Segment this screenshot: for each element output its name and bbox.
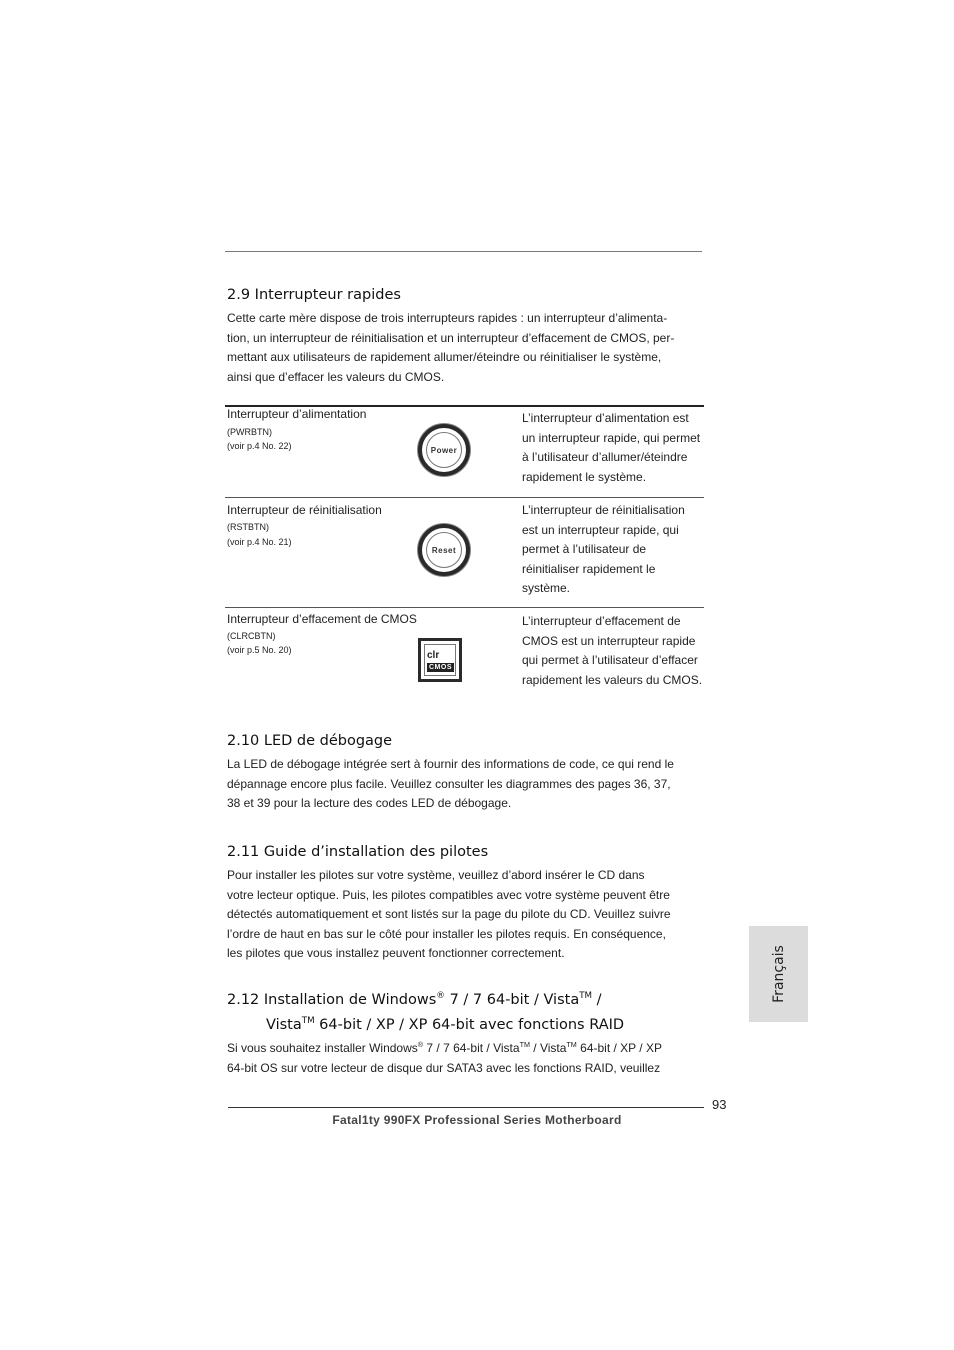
text-line: L’interrupteur d’effacement de [522, 614, 681, 628]
reset-button-icon [418, 524, 470, 576]
text-segment: Si vous souhaitez installer Windows [227, 1041, 418, 1055]
text-line: dépannage encore plus facile. Veuillez consulter les diagrammes des pages 36, 37, [227, 776, 671, 791]
reset-button-label: Reset [426, 532, 462, 568]
text-line: permet à l’utilisateur de [522, 542, 647, 556]
text-line: L’interrupteur de réinitialisation [522, 503, 685, 517]
section-heading-2-12-line1 [227, 992, 602, 1008]
section-heading-2-11: 2.11 Guide d’installation des pilotes [227, 844, 489, 860]
text-line: rapidement le système. [522, 469, 647, 484]
heading-text: 2.12 Installation de Windows [227, 992, 437, 1008]
power-button-label: Power [426, 432, 462, 468]
text-line: les pilotes que vous installez peuvent fonctionner correctement. [227, 946, 565, 960]
heading-text: 64-bit / XP / XP 64-bit avec fonctions RAID [314, 1017, 625, 1033]
text-line: CMOS est un interrupteur rapide [522, 633, 696, 648]
heading-text: 7 / 7 64-bit / Vista [444, 992, 580, 1008]
text-line: tion, un interrupteur de réinitialisation et un interrupteur d’effacement de CMOS, per- [227, 330, 675, 345]
clear-cmos-button-icon [418, 638, 462, 682]
switch-code-clrcmos: (CLRCBTN) [227, 631, 276, 641]
switch-title-reset: Interrupteur de réinitialisation [227, 503, 382, 517]
text-line: l’ordre de haut en bas sur le côté pour installer les pilotes requis. En conséquence, [227, 926, 666, 941]
header-rule [225, 251, 702, 252]
footer-rule [228, 1107, 704, 1108]
table-row-rule [225, 607, 704, 608]
section-2-10-text [227, 755, 674, 814]
switch-ref-reset: (voir p.4 No. 21) [227, 537, 292, 547]
text-line: L’interrupteur d’alimentation est [522, 411, 689, 425]
text-segment: 64-bit / XP / XP [576, 1041, 662, 1055]
section-heading-2-9: 2.9 Interrupteur rapides [227, 287, 401, 303]
text-line: réinitialiser rapidement le [522, 561, 656, 576]
text-line: à l’utilisateur d’allumer/éteindre [522, 450, 688, 464]
trademark-mark: TM [519, 1040, 530, 1049]
text-line: ainsi que d’effacer les valeurs du CMOS. [227, 369, 445, 384]
heading-text: / [592, 992, 602, 1008]
power-button-icon [418, 424, 470, 476]
switch-ref-power: (voir p.4 No. 22) [227, 441, 292, 451]
footer-text: Fatal1ty 990FX Professional Series Motherboard [332, 1113, 622, 1127]
text-segment: / Vista [529, 1041, 567, 1055]
registered-mark: ® [436, 991, 445, 1002]
language-side-tab [749, 926, 808, 1022]
clear-cmos-label-top: clr [427, 650, 440, 661]
text-line: mettant aux utilisateurs de rapidement allumer/éteindre ou réinitialiser le système, [227, 350, 662, 364]
text-line: détectés automatiquement et sont listés sur la page du pilote du CD. Veuillez suivre [227, 907, 671, 921]
text-segment: 7 / 7 64-bit / Vista [423, 1041, 520, 1055]
switch-code-reset: (RSTBTN) [227, 522, 269, 532]
text-line: La LED de débogage intégrée sert à fournir des informations de code, ce qui rend le [227, 757, 674, 771]
text-line [227, 1039, 662, 1059]
trademark-mark: TM [579, 991, 593, 1002]
section-2-11-text [227, 866, 671, 964]
trademark-mark: TM [301, 1016, 315, 1027]
text-line: 64-bit OS sur votre lecteur de disque dur SATA3 avec les fonctions RAID, veuillez [227, 1060, 661, 1075]
text-line: Pour installer les pilotes sur votre système, veuillez d’abord insérer le CD dans [227, 868, 645, 882]
switch-desc-reset [522, 501, 685, 599]
language-label: Français [770, 945, 787, 1003]
text-line: 38 et 39 pour la lecture des codes LED de débogage. [227, 796, 512, 810]
trademark-mark: TM [566, 1040, 577, 1049]
text-line: système. [522, 581, 571, 595]
clear-cmos-label-bottom: CMOS [429, 664, 452, 671]
switch-code-power: (PWRBTN) [227, 427, 272, 437]
text-line: rapidement les valeurs du CMOS. [522, 672, 703, 687]
section-heading-2-12-line2 [266, 1017, 624, 1033]
page-number: 93 [712, 1097, 727, 1112]
switch-title-clrcmos: Interrupteur d’effacement de CMOS [227, 612, 417, 626]
section-heading-2-10: 2.10 LED de débogage [227, 733, 393, 749]
switch-ref-clrcmos: (voir p.5 No. 20) [227, 645, 292, 655]
switch-title-power: Interrupteur d’alimentation [227, 407, 367, 421]
switch-desc-clrcmos [522, 612, 702, 690]
registered-mark: ® [417, 1040, 424, 1049]
text-line: votre lecteur optique. Puis, les pilotes compatibles avec votre système peuvent être [227, 887, 670, 902]
text-line: est un interrupteur rapide, qui [522, 522, 679, 537]
text-line: Cette carte mère dispose de trois interrupteurs rapides : un interrupteur d’alimenta- [227, 311, 668, 325]
text-line: qui permet à l’utilisateur d’effacer [522, 653, 698, 667]
section-2-12-text [227, 1039, 662, 1078]
heading-text: Vista [266, 1017, 302, 1033]
section-2-9-text [227, 309, 674, 387]
switch-desc-power [522, 409, 700, 487]
table-row-rule [225, 497, 704, 498]
text-line: un interrupteur rapide, qui permet [522, 430, 701, 445]
